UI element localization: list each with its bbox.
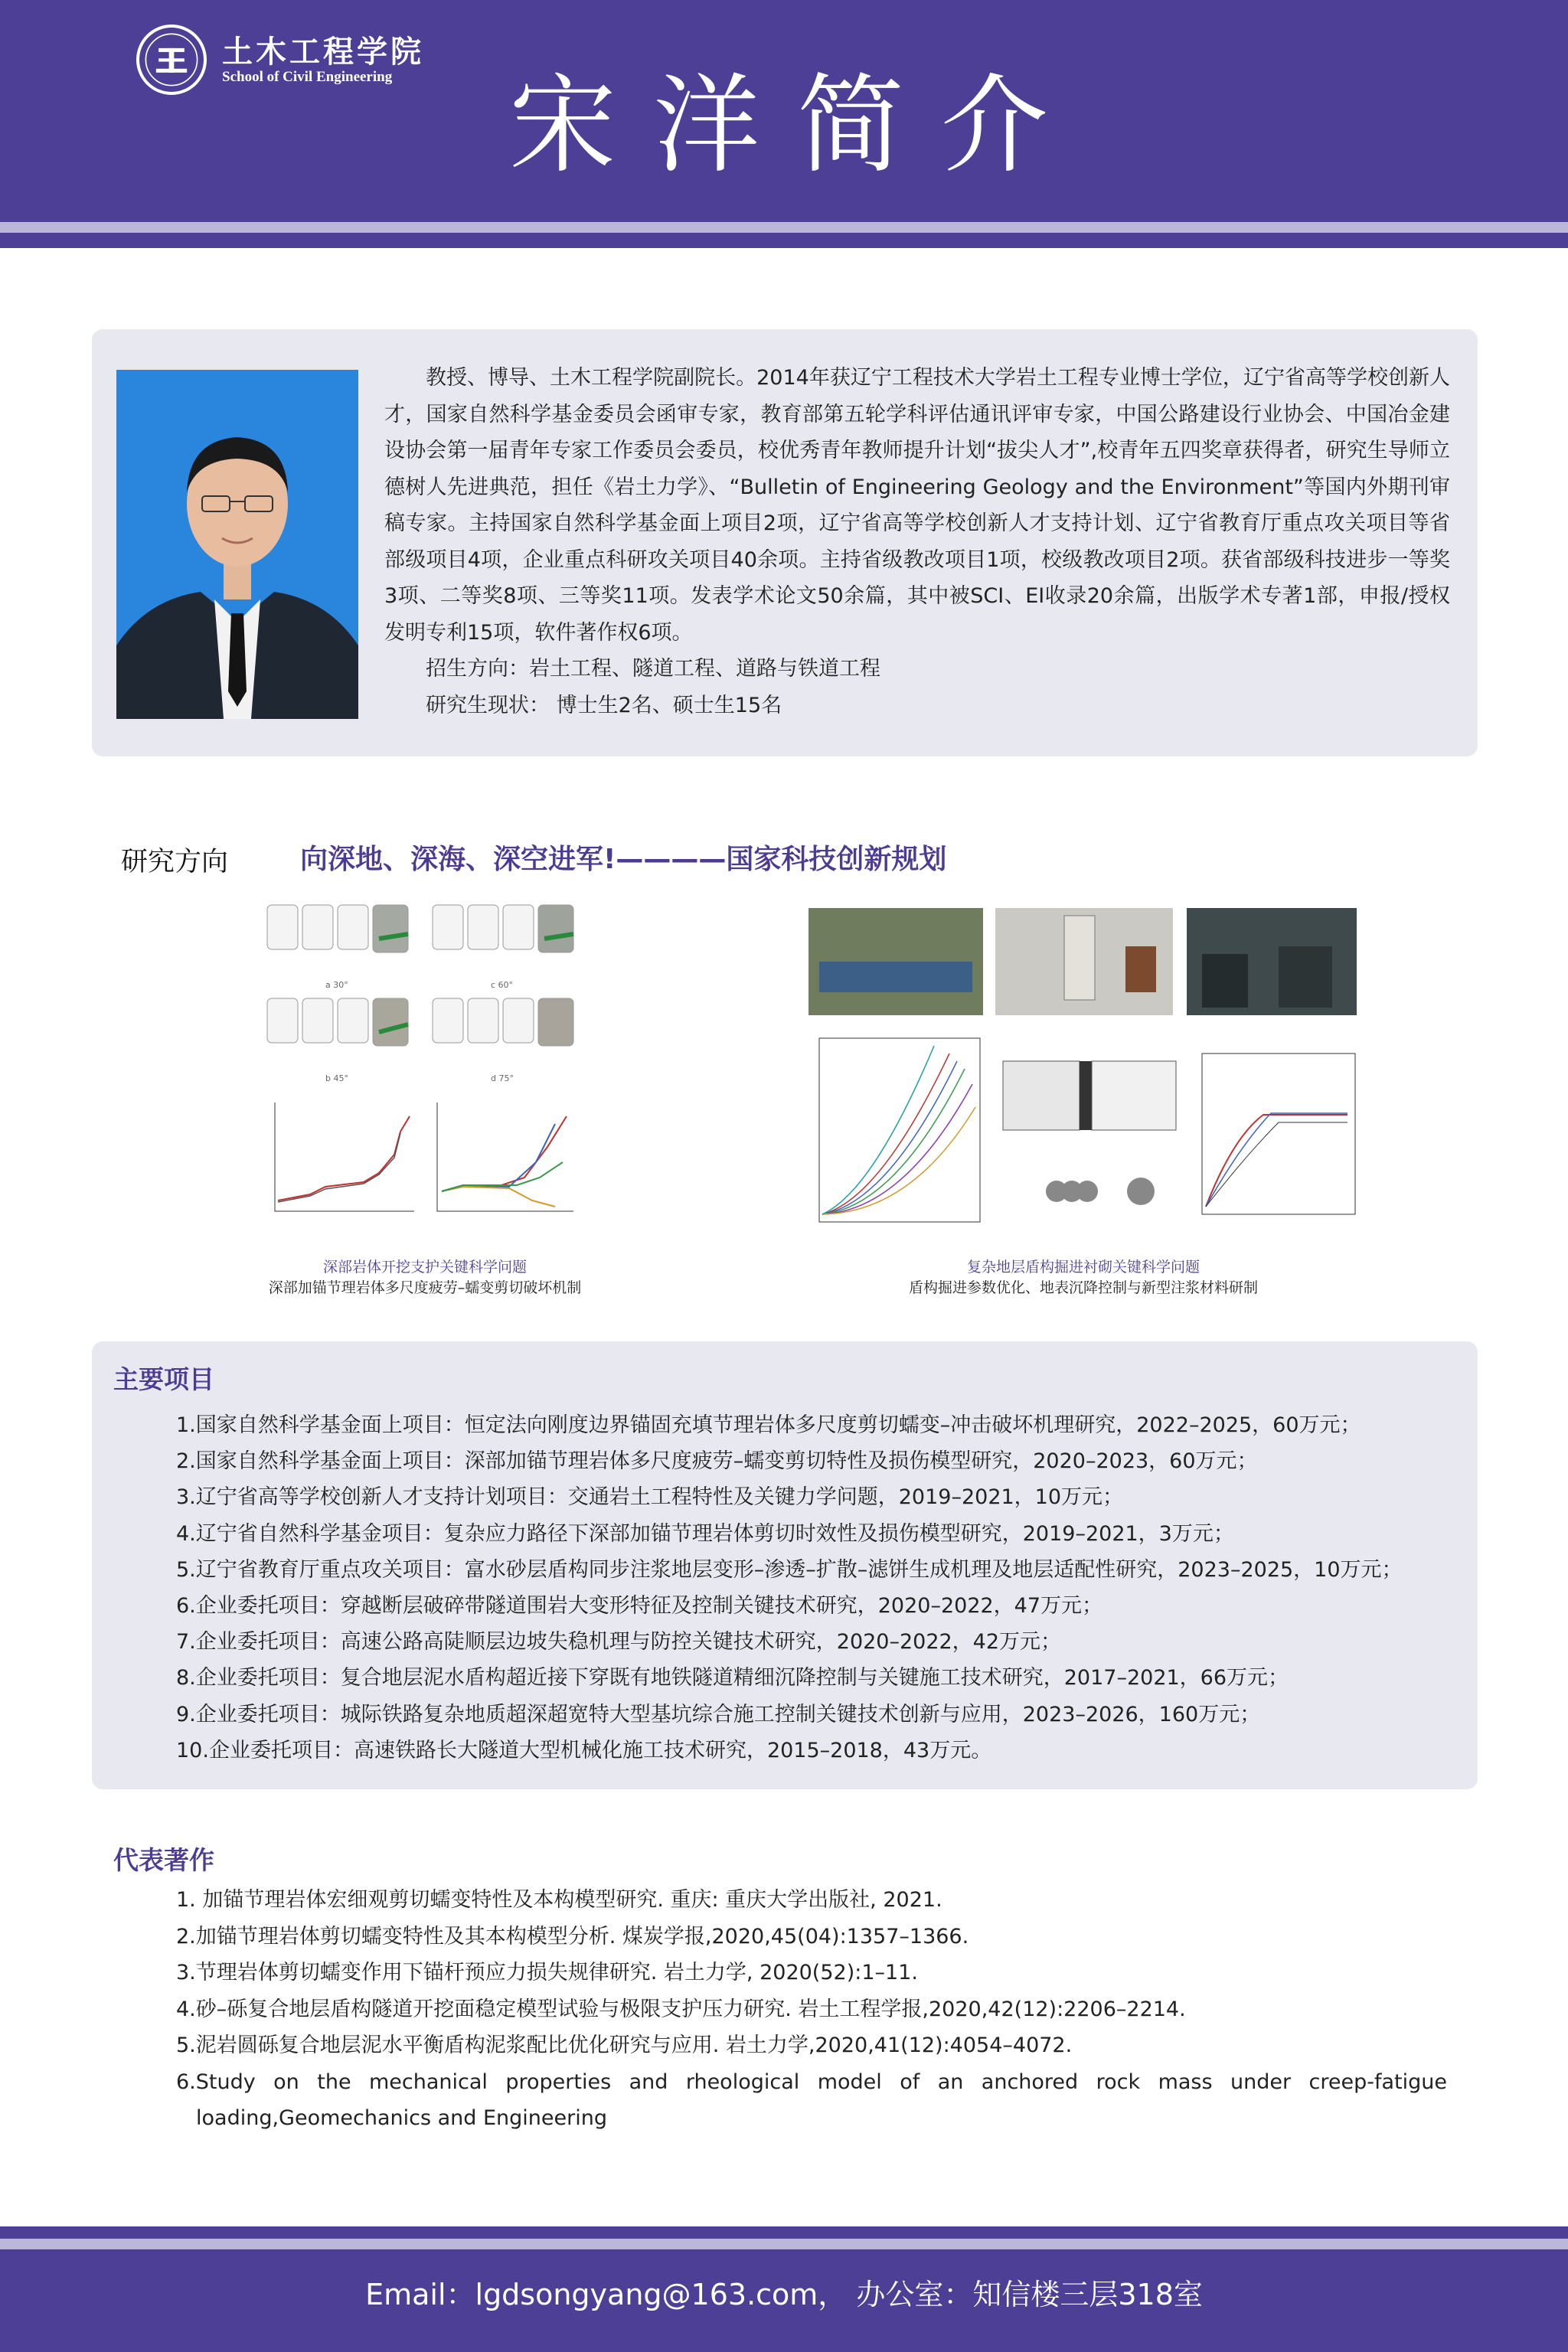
contact-info: Email：lgdsongyang@163.com， 办公室：知信楼三层318室 <box>365 2278 1203 2311</box>
university-seal-icon <box>136 24 207 95</box>
specimen-label: c 60° <box>491 980 514 990</box>
project-item: 10.企业委托项目：高速铁路长大隧道大型机械化施工技术研究，2015–2018，43万元。 <box>176 1738 992 1762</box>
page-title: 宋洋简介 <box>509 64 1086 188</box>
shield-tunnel-figure <box>804 908 1363 1245</box>
project-item: 9.企业委托项目：城际铁路复杂地质超深超宽特大型基坑综合施工控制关键技术创新与应用，2023–2026，160万元； <box>176 1702 1261 1726</box>
publication-item: 6.Study on the mechanical properties and rheological model of an anchored rock mass under creep-fatigue loading,Geomechanics and Engineering <box>176 2069 1447 2130</box>
footer-stripe <box>0 2226 1568 2239</box>
publication-item: 5.泥岩圆砾复合地层泥水平衡盾构泥浆配比优化研究与应用. 岩土力学,2020,41(12):4054–4072. <box>176 2034 1073 2057</box>
project-item: 3.辽宁省高等学校创新人才支持计划项目：交通岩土工程特性及关键力学问题，2019–2021，10万元； <box>176 1485 1124 1510</box>
publications-list <box>176 1882 1447 2137</box>
publication-item: 3.节理岩体剪切蠕变作用下锚杆预应力损失规律研究. 岩土力学, 2020(52):1–11. <box>176 1961 918 1984</box>
projects-list <box>176 1407 1462 1769</box>
current-students: 研究生现状： 博士生2名、硕士生15名 <box>426 693 782 717</box>
project-item: 8.企业委托项目：复合地层泥水盾构超近接下穿既有地铁隧道精细沉降控制与关键施工技术研究，2017–2021，66万元； <box>176 1666 1289 1690</box>
footer-stripe <box>0 2239 1568 2249</box>
specimen-label: d 75° <box>491 1073 514 1083</box>
enrollment-directions: 招生方向：岩土工程、隧道工程、道路与铁道工程 <box>426 657 880 681</box>
left-caption-title: 深部岩体开挖支护关键科学问题 <box>322 1259 527 1276</box>
publication-item: 1. 加锚节理岩体宏细观剪切蠕变特性及本构模型研究. 重庆: 重庆大学出版社, 2021. <box>176 1888 942 1912</box>
right-caption-title: 复杂地层盾构掘进衬砌关键科学问题 <box>966 1259 1200 1276</box>
right-caption-subtitle: 盾构掘进参数优化、地表沉降控制与新型注浆材料研制 <box>908 1279 1258 1296</box>
project-item: 2.国家自然科学基金面上项目：深部加锚节理岩体多尺度疲劳–蠕变剪切特性及损伤模型研究，2020–2023，60万元； <box>176 1449 1258 1474</box>
project-item: 1.国家自然科学基金面上项目：恒定法向刚度边界锚固充填节理岩体多尺度剪切蠕变–冲击破坏机理研究，2022–2025，60万元； <box>176 1413 1361 1437</box>
header-stripe <box>0 222 1568 233</box>
rock-specimen-figure <box>264 902 586 1231</box>
project-item: 4.辽宁省自然科学基金项目：复杂应力路径下深部加锚节理岩体剪切时效性及损伤模型研究，2019–2021，3万元； <box>176 1521 1234 1546</box>
project-item: 7.企业委托项目：高速公路高陡顺层边坡失稳机理与防控关键技术研究，2020–2022，42万元； <box>176 1630 1062 1655</box>
projects-title: 主要项目 <box>113 1364 214 1394</box>
publication-item: 4.砂–砾复合地层盾构隧道开挖面稳定模型试验与极限支护压力研究. 岩土工程学报,2020,42(12):2206–2214. <box>176 1997 1186 2021</box>
research-slogan: 向深地、深海、深空进军!————国家科技创新规划 <box>300 844 947 875</box>
school-name-en: School of Civil Engineering <box>222 69 393 85</box>
left-caption-subtitle: 深部加锚节理岩体多尺度疲劳–蠕变剪切破坏机制 <box>268 1279 582 1296</box>
specimen-label: a 30° <box>325 980 348 990</box>
bio-text <box>384 360 1450 724</box>
project-item: 6.企业委托项目：穿越断层破碎带隧道围岩大变形特征及控制关键技术研究，2020–2022，47万元； <box>176 1594 1103 1619</box>
school-name-cn: 土木工程学院 <box>222 34 424 70</box>
research-label: 研究方向 <box>121 847 229 877</box>
specimen-label: b 45° <box>325 1073 348 1083</box>
header-stripe <box>0 233 1568 248</box>
publication-item: 2.加锚节理岩体剪切蠕变特性及其本构模型分析. 煤炭学报,2020,45(04):1357–1366. <box>176 1924 969 1949</box>
portrait-photo <box>116 370 358 719</box>
publications-title: 代表著作 <box>113 1845 214 1875</box>
bio-paragraph: 教授、博导、土木工程学院副院长。2014年获辽宁工程技术大学岩土工程专业博士学位，辽宁省高等学校创新人才，国家自然科学基金委员会函审专家，教育部第五轮学科评估通讯评审专家，中国公路建设行业协会、中国冶金建设协会第一届青年专家工作委员会委员，校优秀青年教师提升计划“拔尖人才”,校青年五四奖章获得者，研究生导师立德树人先进典范，担任《岩土力学》、“Bulletin of Engineering Geology and the Environment”等国内外期刊审稿专家。主持国家自然科学基金面上项目2项，辽宁省高等学校创新人才支持计划、辽宁省教育厅重点攻关项目等省部级项目4项，企业重点科研攻关项目40余项。主持省级教改项目1项，校级教改项目2项。获省部级科技进步一等奖3项、二等奖8项、三等奖11项。发表学术论文50余篇，其中被SCI、EI收录20余篇，出版学术专著1部，申报/授权发明专利15项，软件著作权6项。 <box>384 366 1450 645</box>
project-item: 5.辽宁省教育厅重点攻关项目：富水砂层盾构同步注浆地层变形–渗透–扩散–滤饼生成机理及地层适配性研究，2023–2025，10万元； <box>176 1557 1403 1582</box>
